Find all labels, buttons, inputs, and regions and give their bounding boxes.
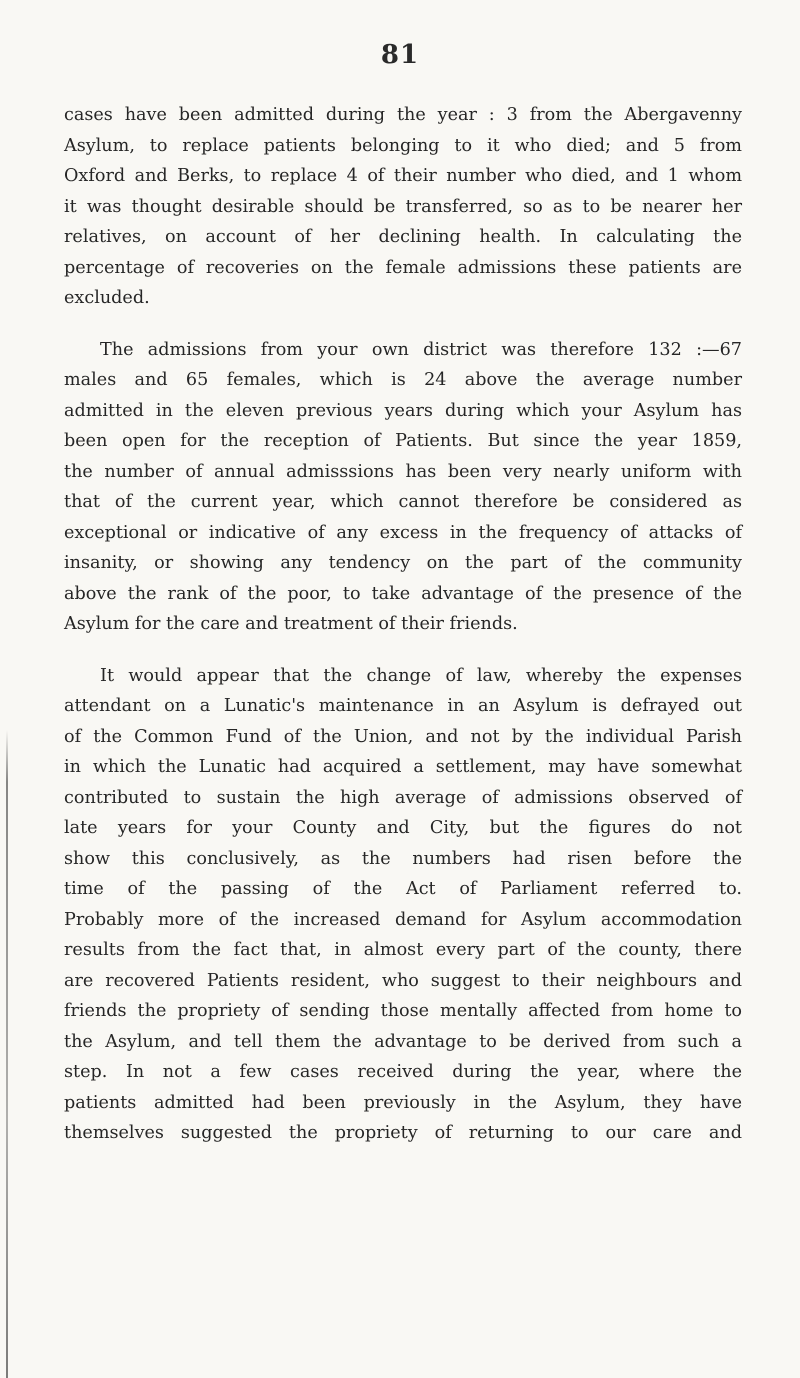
paragraph-2 <box>64 335 742 640</box>
text-line: it was thought desirable should be transferred, so as to be nearer her <box>64 196 742 217</box>
paragraph-3 <box>64 661 742 1149</box>
text-line: attendant on a Lunatic's maintenance in an Asylum is defrayed out <box>64 696 742 716</box>
text-line: Asylum, to replace patients belonging to it who died; and 5 from <box>64 135 742 156</box>
text-line: cases have been admitted during the year : 3 from the Abergavenny <box>64 105 742 125</box>
text-line: the Asylum, and tell them the advantage to be derived from such a <box>64 1031 742 1052</box>
text-line: exceptional or indicative of any excess in the frequency of attacks of <box>64 522 742 543</box>
text-line: Oxford and Berks, to replace 4 of their number who died, and 1 whom <box>64 166 742 186</box>
text-line: late years for your County and City, but the figures do not <box>64 818 742 838</box>
text-line: contributed to sustain the high average of admissions observed of <box>64 787 742 808</box>
text-line: admitted in the eleven previous years during which your Asylum has <box>64 400 742 421</box>
text-line: results from the fact that, in almost every part of the county, there <box>64 940 742 960</box>
text-line: males and 65 females, which is 24 above the average number <box>64 370 742 390</box>
text-line: Probably more of the increased demand for Asylum accommodation <box>64 909 742 930</box>
page-number: 81 <box>380 40 420 70</box>
text-line: of the Common Fund of the Union, and not by the individual Parish <box>64 726 742 747</box>
text-line: relatives, on account of her declining health. In calculating the <box>64 227 742 247</box>
paragraph-1 <box>64 100 742 314</box>
text-line: excluded. <box>64 288 150 308</box>
text-line: step. In not a few cases received during the year, where the <box>64 1062 742 1082</box>
text-line: that of the current year, which cannot therefore be considered as <box>64 492 742 512</box>
text-line: been open for the reception of Patients. But since the year 1859, <box>64 431 742 451</box>
text-line: the number of annual admisssions has been very nearly uniform with <box>64 461 742 482</box>
text-line: time of the passing of the Act of Parliament referred to. <box>64 879 742 899</box>
text-line: in which the Lunatic had acquired a settlement, may have somewhat <box>64 757 742 777</box>
text-line: percentage of recoveries on the female admissions these patients are <box>64 257 742 278</box>
text-line: patients admitted had been previously in the Asylum, they have <box>64 1092 742 1113</box>
binding-edge-shadow <box>6 730 8 1378</box>
text-line: insanity, or showing any tendency on the part of the community <box>64 553 742 573</box>
body-text <box>64 100 742 1170</box>
text-line: friends the propriety of sending those mentally affected from home to <box>64 1001 742 1021</box>
text-line: themselves suggested the propriety of returning to our care and <box>64 1123 742 1143</box>
text-line: It would appear that the change of law, whereby the expenses <box>100 665 742 686</box>
text-line: are recovered Patients resident, who suggest to their neighbours and <box>64 970 742 991</box>
text-line: show this conclusively, as the numbers had risen before the <box>64 848 742 869</box>
text-line: Asylum for the care and treatment of their friends. <box>64 614 518 634</box>
text-line: The admissions from your own district was therefore 132 :—67 <box>100 339 742 360</box>
text-line: above the rank of the poor, to take advantage of the presence of the <box>64 583 742 604</box>
